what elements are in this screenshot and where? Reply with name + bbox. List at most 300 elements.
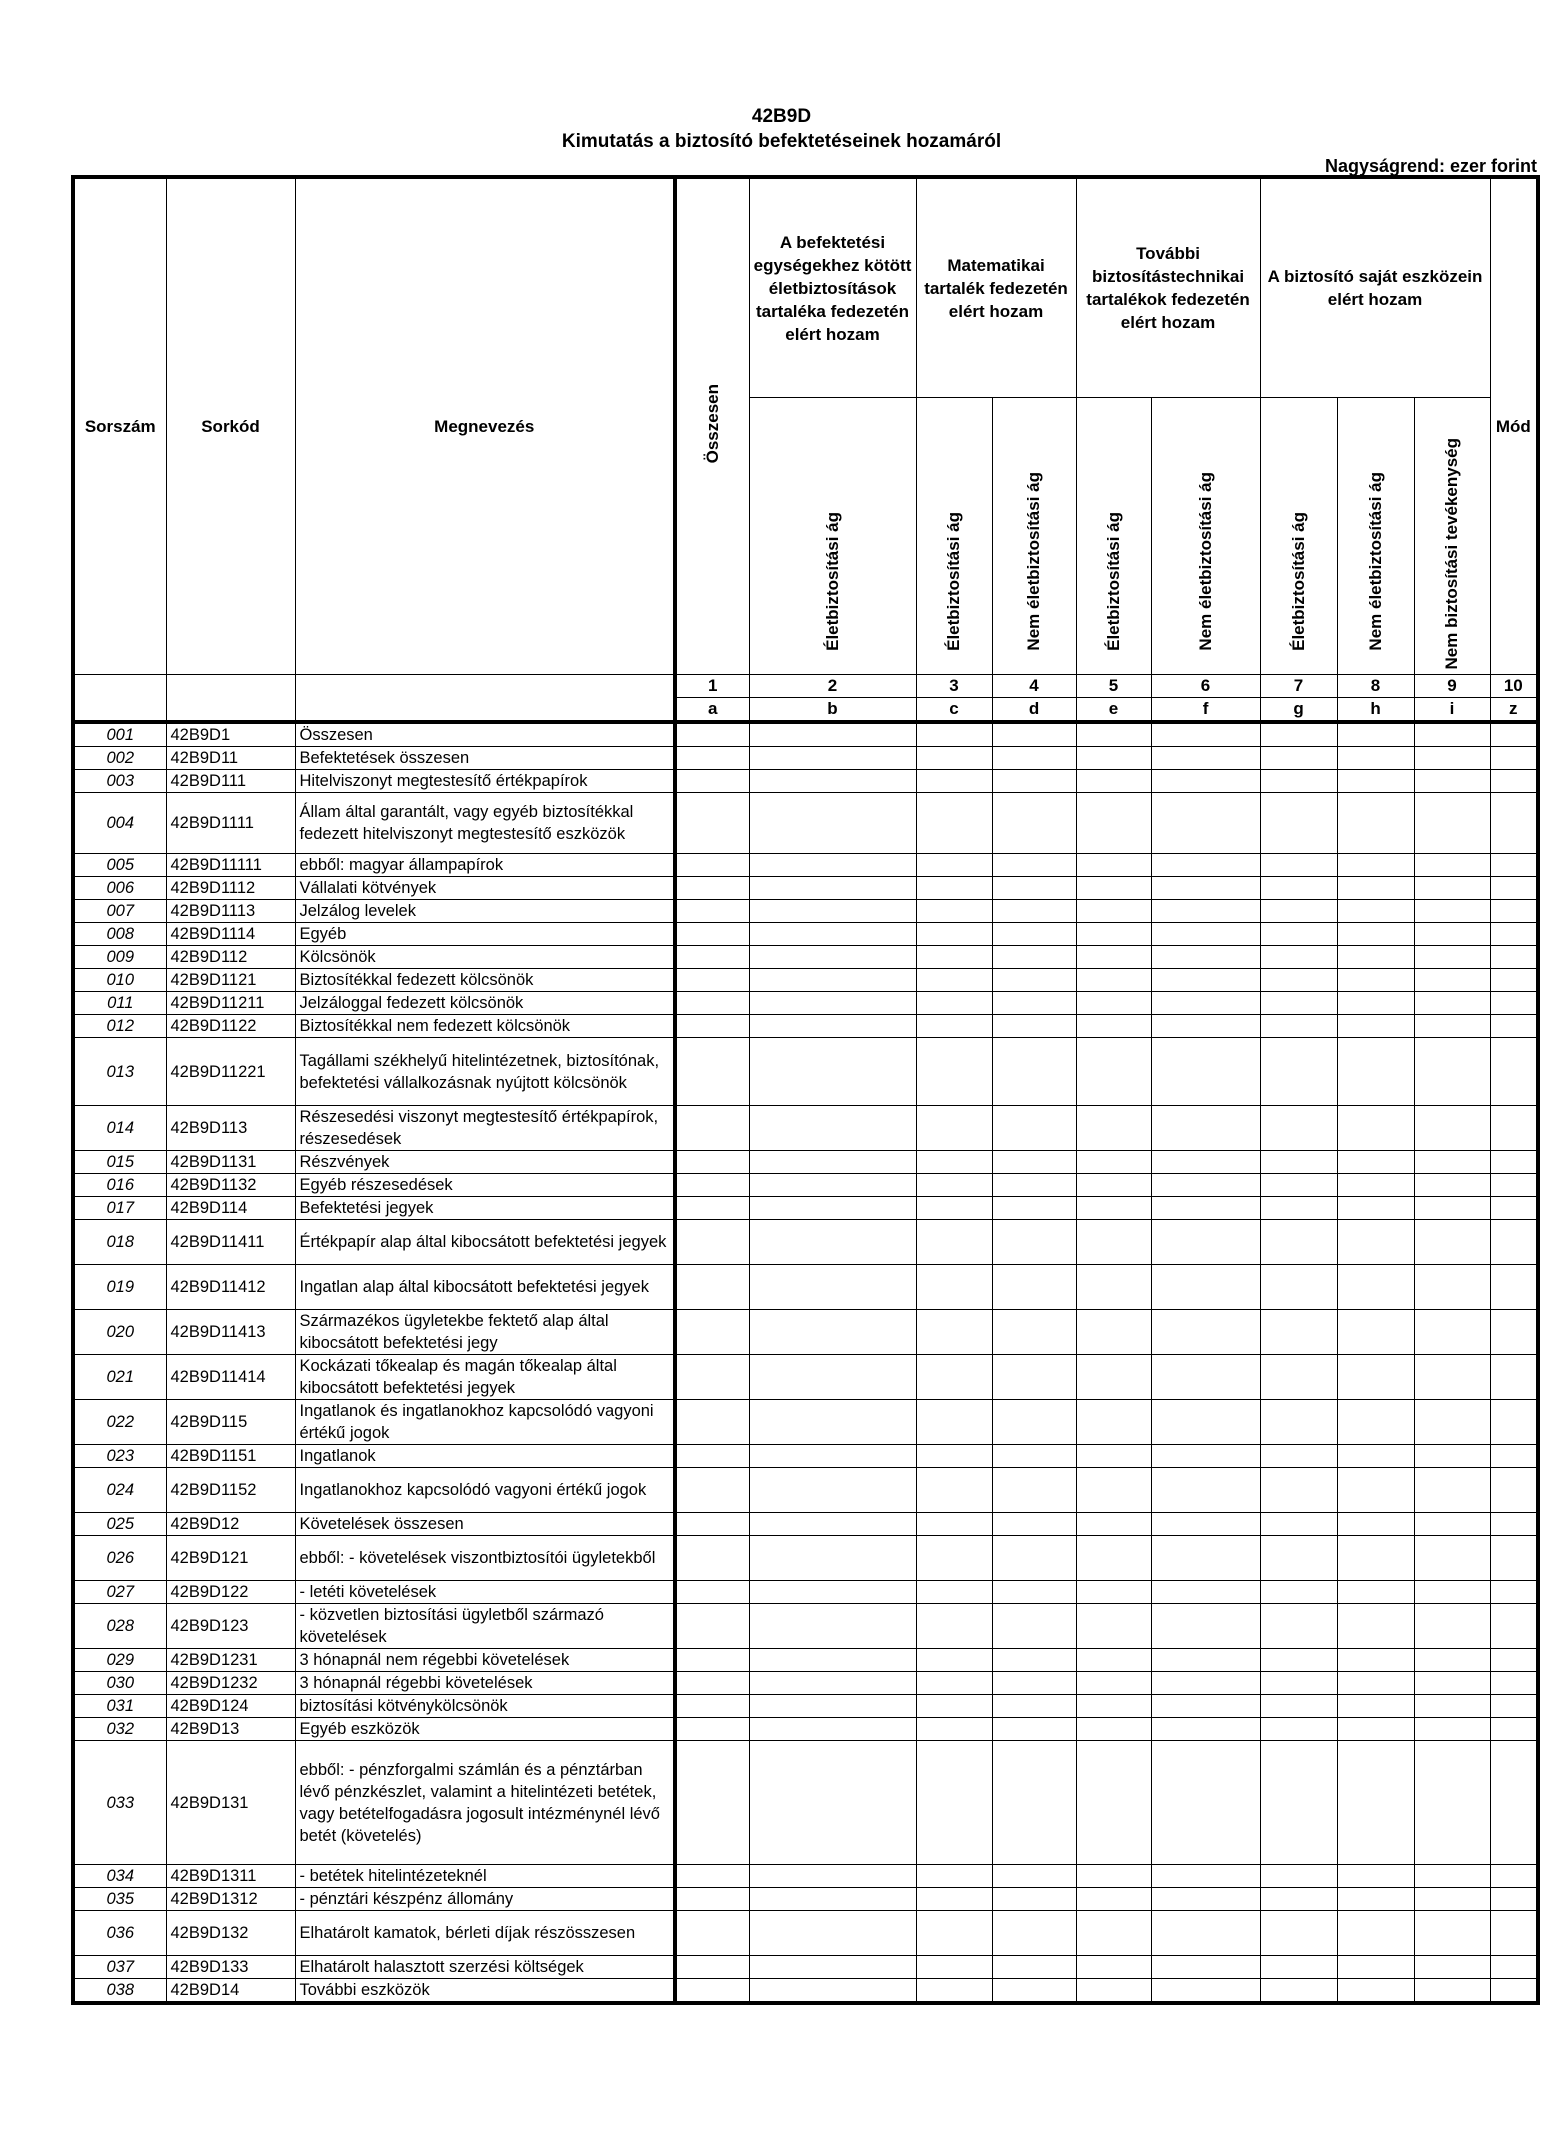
value-cell[interactable] xyxy=(1337,1865,1414,1888)
value-cell[interactable] xyxy=(675,770,749,793)
value-cell[interactable] xyxy=(992,854,1076,877)
value-cell[interactable] xyxy=(749,722,916,747)
value-cell[interactable] xyxy=(1260,1956,1337,1979)
value-cell[interactable] xyxy=(749,1355,916,1400)
value-cell[interactable] xyxy=(916,1220,992,1265)
value-cell[interactable] xyxy=(916,992,992,1015)
value-cell[interactable] xyxy=(1414,747,1490,770)
value-cell[interactable] xyxy=(675,992,749,1015)
value-cell[interactable] xyxy=(1151,1581,1260,1604)
value-cell[interactable] xyxy=(675,877,749,900)
value-cell[interactable] xyxy=(1490,1536,1538,1581)
value-cell[interactable] xyxy=(1151,1038,1260,1106)
value-cell[interactable] xyxy=(1337,1888,1414,1911)
value-cell[interactable] xyxy=(916,900,992,923)
value-cell[interactable] xyxy=(675,1400,749,1445)
value-cell[interactable] xyxy=(1151,900,1260,923)
value-cell[interactable] xyxy=(1151,1106,1260,1151)
value-cell[interactable] xyxy=(1490,1265,1538,1310)
value-cell[interactable] xyxy=(675,1604,749,1649)
value-cell[interactable] xyxy=(916,1038,992,1106)
value-cell[interactable] xyxy=(992,747,1076,770)
value-cell[interactable] xyxy=(675,1741,749,1865)
value-cell[interactable] xyxy=(1337,1672,1414,1695)
value-cell[interactable] xyxy=(1414,900,1490,923)
value-cell[interactable] xyxy=(1076,1265,1151,1310)
value-cell[interactable] xyxy=(992,1604,1076,1649)
value-cell[interactable] xyxy=(1076,969,1151,992)
value-cell[interactable] xyxy=(1490,1355,1538,1400)
value-cell[interactable] xyxy=(1337,1038,1414,1106)
value-cell[interactable] xyxy=(916,1197,992,1220)
value-cell[interactable] xyxy=(992,722,1076,747)
value-cell[interactable] xyxy=(916,1151,992,1174)
value-cell[interactable] xyxy=(675,854,749,877)
value-cell[interactable] xyxy=(1337,946,1414,969)
value-cell[interactable] xyxy=(1414,1888,1490,1911)
value-cell[interactable] xyxy=(1490,854,1538,877)
value-cell[interactable] xyxy=(1151,1956,1260,1979)
value-cell[interactable] xyxy=(1260,1151,1337,1174)
value-cell[interactable] xyxy=(1151,1151,1260,1174)
value-cell[interactable] xyxy=(992,1220,1076,1265)
value-cell[interactable] xyxy=(992,1513,1076,1536)
value-cell[interactable] xyxy=(992,1672,1076,1695)
value-cell[interactable] xyxy=(1414,1265,1490,1310)
value-cell[interactable] xyxy=(749,770,916,793)
value-cell[interactable] xyxy=(1337,1355,1414,1400)
value-cell[interactable] xyxy=(992,969,1076,992)
value-cell[interactable] xyxy=(1260,1310,1337,1355)
value-cell[interactable] xyxy=(675,1468,749,1513)
value-cell[interactable] xyxy=(916,946,992,969)
value-cell[interactable] xyxy=(675,946,749,969)
value-cell[interactable] xyxy=(1076,1741,1151,1865)
value-cell[interactable] xyxy=(1414,793,1490,854)
value-cell[interactable] xyxy=(1151,793,1260,854)
value-cell[interactable] xyxy=(1076,1445,1151,1468)
value-cell[interactable] xyxy=(749,1513,916,1536)
value-cell[interactable] xyxy=(1076,1468,1151,1513)
value-cell[interactable] xyxy=(1260,1695,1337,1718)
value-cell[interactable] xyxy=(1414,722,1490,747)
value-cell[interactable] xyxy=(916,923,992,946)
value-cell[interactable] xyxy=(749,1038,916,1106)
value-cell[interactable] xyxy=(916,1310,992,1355)
value-cell[interactable] xyxy=(1076,1038,1151,1106)
value-cell[interactable] xyxy=(992,1151,1076,1174)
value-cell[interactable] xyxy=(1414,854,1490,877)
value-cell[interactable] xyxy=(749,946,916,969)
value-cell[interactable] xyxy=(749,877,916,900)
value-cell[interactable] xyxy=(1260,1355,1337,1400)
value-cell[interactable] xyxy=(1151,1015,1260,1038)
value-cell[interactable] xyxy=(916,1888,992,1911)
value-cell[interactable] xyxy=(992,1468,1076,1513)
value-cell[interactable] xyxy=(749,1604,916,1649)
value-cell[interactable] xyxy=(1414,1038,1490,1106)
value-cell[interactable] xyxy=(916,1956,992,1979)
value-cell[interactable] xyxy=(1260,1888,1337,1911)
value-cell[interactable] xyxy=(1414,1445,1490,1468)
value-cell[interactable] xyxy=(992,1741,1076,1865)
value-cell[interactable] xyxy=(1260,877,1337,900)
value-cell[interactable] xyxy=(1414,1174,1490,1197)
value-cell[interactable] xyxy=(992,770,1076,793)
value-cell[interactable] xyxy=(1337,1445,1414,1468)
value-cell[interactable] xyxy=(1076,747,1151,770)
value-cell[interactable] xyxy=(1076,1911,1151,1956)
value-cell[interactable] xyxy=(675,1888,749,1911)
value-cell[interactable] xyxy=(1414,946,1490,969)
value-cell[interactable] xyxy=(1337,1911,1414,1956)
value-cell[interactable] xyxy=(749,1672,916,1695)
value-cell[interactable] xyxy=(1260,1911,1337,1956)
value-cell[interactable] xyxy=(749,1956,916,1979)
value-cell[interactable] xyxy=(1151,946,1260,969)
value-cell[interactable] xyxy=(1076,1197,1151,1220)
value-cell[interactable] xyxy=(1414,969,1490,992)
value-cell[interactable] xyxy=(916,877,992,900)
value-cell[interactable] xyxy=(1414,992,1490,1015)
value-cell[interactable] xyxy=(1076,1865,1151,1888)
value-cell[interactable] xyxy=(1076,1106,1151,1151)
value-cell[interactable] xyxy=(749,1865,916,1888)
value-cell[interactable] xyxy=(749,1718,916,1741)
value-cell[interactable] xyxy=(1151,1979,1260,2004)
value-cell[interactable] xyxy=(675,1015,749,1038)
value-cell[interactable] xyxy=(1490,946,1538,969)
value-cell[interactable] xyxy=(1337,1956,1414,1979)
value-cell[interactable] xyxy=(1260,1718,1337,1741)
value-cell[interactable] xyxy=(992,946,1076,969)
value-cell[interactable] xyxy=(749,1151,916,1174)
value-cell[interactable] xyxy=(992,1695,1076,1718)
value-cell[interactable] xyxy=(1490,1310,1538,1355)
value-cell[interactable] xyxy=(1337,1220,1414,1265)
value-cell[interactable] xyxy=(675,1718,749,1741)
value-cell[interactable] xyxy=(992,1038,1076,1106)
value-cell[interactable] xyxy=(675,1695,749,1718)
value-cell[interactable] xyxy=(1490,1513,1538,1536)
value-cell[interactable] xyxy=(1490,770,1538,793)
value-cell[interactable] xyxy=(1151,722,1260,747)
value-cell[interactable] xyxy=(1151,1265,1260,1310)
value-cell[interactable] xyxy=(749,1445,916,1468)
value-cell[interactable] xyxy=(1490,1956,1538,1979)
value-cell[interactable] xyxy=(1076,1151,1151,1174)
value-cell[interactable] xyxy=(1076,1220,1151,1265)
value-cell[interactable] xyxy=(916,1718,992,1741)
value-cell[interactable] xyxy=(1414,1979,1490,2004)
value-cell[interactable] xyxy=(1151,1174,1260,1197)
value-cell[interactable] xyxy=(1151,770,1260,793)
value-cell[interactable] xyxy=(1151,1197,1260,1220)
value-cell[interactable] xyxy=(675,1672,749,1695)
value-cell[interactable] xyxy=(992,1865,1076,1888)
value-cell[interactable] xyxy=(1490,1038,1538,1106)
value-cell[interactable] xyxy=(749,1220,916,1265)
value-cell[interactable] xyxy=(675,1220,749,1265)
value-cell[interactable] xyxy=(992,877,1076,900)
value-cell[interactable] xyxy=(992,1265,1076,1310)
value-cell[interactable] xyxy=(1490,1106,1538,1151)
value-cell[interactable] xyxy=(1337,1197,1414,1220)
value-cell[interactable] xyxy=(749,793,916,854)
value-cell[interactable] xyxy=(1151,1741,1260,1865)
value-cell[interactable] xyxy=(1337,1695,1414,1718)
value-cell[interactable] xyxy=(1151,1604,1260,1649)
value-cell[interactable] xyxy=(1337,1106,1414,1151)
value-cell[interactable] xyxy=(1151,969,1260,992)
value-cell[interactable] xyxy=(1490,1604,1538,1649)
value-cell[interactable] xyxy=(1337,770,1414,793)
value-cell[interactable] xyxy=(1414,1865,1490,1888)
value-cell[interactable] xyxy=(1337,1151,1414,1174)
value-cell[interactable] xyxy=(1490,1220,1538,1265)
value-cell[interactable] xyxy=(749,1400,916,1445)
value-cell[interactable] xyxy=(1337,1649,1414,1672)
value-cell[interactable] xyxy=(1414,1400,1490,1445)
value-cell[interactable] xyxy=(1260,1979,1337,2004)
value-cell[interactable] xyxy=(675,1581,749,1604)
value-cell[interactable] xyxy=(1260,923,1337,946)
value-cell[interactable] xyxy=(1151,747,1260,770)
value-cell[interactable] xyxy=(1260,1581,1337,1604)
value-cell[interactable] xyxy=(1490,900,1538,923)
value-cell[interactable] xyxy=(992,1581,1076,1604)
value-cell[interactable] xyxy=(1260,900,1337,923)
value-cell[interactable] xyxy=(916,1265,992,1310)
value-cell[interactable] xyxy=(1337,1174,1414,1197)
value-cell[interactable] xyxy=(1260,747,1337,770)
value-cell[interactable] xyxy=(1490,1888,1538,1911)
value-cell[interactable] xyxy=(675,1265,749,1310)
value-cell[interactable] xyxy=(916,1741,992,1865)
value-cell[interactable] xyxy=(1414,1741,1490,1865)
value-cell[interactable] xyxy=(1076,1956,1151,1979)
value-cell[interactable] xyxy=(916,1400,992,1445)
value-cell[interactable] xyxy=(992,1718,1076,1741)
value-cell[interactable] xyxy=(1337,854,1414,877)
value-cell[interactable] xyxy=(1076,1604,1151,1649)
value-cell[interactable] xyxy=(1260,946,1337,969)
value-cell[interactable] xyxy=(916,1649,992,1672)
value-cell[interactable] xyxy=(749,1979,916,2004)
value-cell[interactable] xyxy=(1414,1151,1490,1174)
value-cell[interactable] xyxy=(1490,1979,1538,2004)
value-cell[interactable] xyxy=(1151,1718,1260,1741)
value-cell[interactable] xyxy=(1076,1979,1151,2004)
value-cell[interactable] xyxy=(675,1445,749,1468)
value-cell[interactable] xyxy=(1260,1649,1337,1672)
value-cell[interactable] xyxy=(992,1956,1076,1979)
value-cell[interactable] xyxy=(916,1015,992,1038)
value-cell[interactable] xyxy=(1414,1015,1490,1038)
value-cell[interactable] xyxy=(675,923,749,946)
value-cell[interactable] xyxy=(1414,1536,1490,1581)
value-cell[interactable] xyxy=(1260,1265,1337,1310)
value-cell[interactable] xyxy=(749,1888,916,1911)
value-cell[interactable] xyxy=(1337,793,1414,854)
value-cell[interactable] xyxy=(1490,1741,1538,1865)
value-cell[interactable] xyxy=(1337,992,1414,1015)
value-cell[interactable] xyxy=(675,1513,749,1536)
value-cell[interactable] xyxy=(1414,1911,1490,1956)
value-cell[interactable] xyxy=(675,1310,749,1355)
value-cell[interactable] xyxy=(992,1911,1076,1956)
value-cell[interactable] xyxy=(1151,992,1260,1015)
value-cell[interactable] xyxy=(916,1911,992,1956)
value-cell[interactable] xyxy=(675,793,749,854)
value-cell[interactable] xyxy=(749,854,916,877)
value-cell[interactable] xyxy=(916,1604,992,1649)
value-cell[interactable] xyxy=(1260,1604,1337,1649)
value-cell[interactable] xyxy=(916,793,992,854)
value-cell[interactable] xyxy=(1151,1672,1260,1695)
value-cell[interactable] xyxy=(916,1581,992,1604)
value-cell[interactable] xyxy=(1337,877,1414,900)
value-cell[interactable] xyxy=(749,923,916,946)
value-cell[interactable] xyxy=(1490,1445,1538,1468)
value-cell[interactable] xyxy=(916,1174,992,1197)
value-cell[interactable] xyxy=(1260,770,1337,793)
value-cell[interactable] xyxy=(992,1445,1076,1468)
value-cell[interactable] xyxy=(1076,923,1151,946)
value-cell[interactable] xyxy=(1076,1513,1151,1536)
value-cell[interactable] xyxy=(1414,1649,1490,1672)
value-cell[interactable] xyxy=(1337,1979,1414,2004)
value-cell[interactable] xyxy=(1260,1672,1337,1695)
value-cell[interactable] xyxy=(1490,1174,1538,1197)
value-cell[interactable] xyxy=(992,1015,1076,1038)
value-cell[interactable] xyxy=(1076,1400,1151,1445)
value-cell[interactable] xyxy=(1151,1865,1260,1888)
value-cell[interactable] xyxy=(1076,992,1151,1015)
value-cell[interactable] xyxy=(1151,1445,1260,1468)
value-cell[interactable] xyxy=(1414,1310,1490,1355)
value-cell[interactable] xyxy=(675,1649,749,1672)
value-cell[interactable] xyxy=(1076,1015,1151,1038)
value-cell[interactable] xyxy=(675,1536,749,1581)
value-cell[interactable] xyxy=(1490,722,1538,747)
value-cell[interactable] xyxy=(749,992,916,1015)
value-cell[interactable] xyxy=(1414,923,1490,946)
value-cell[interactable] xyxy=(1337,747,1414,770)
value-cell[interactable] xyxy=(1337,900,1414,923)
value-cell[interactable] xyxy=(749,1911,916,1956)
value-cell[interactable] xyxy=(675,1151,749,1174)
value-cell[interactable] xyxy=(1151,1513,1260,1536)
value-cell[interactable] xyxy=(1414,1468,1490,1513)
value-cell[interactable] xyxy=(1076,1355,1151,1400)
value-cell[interactable] xyxy=(1076,770,1151,793)
value-cell[interactable] xyxy=(1337,923,1414,946)
value-cell[interactable] xyxy=(749,1174,916,1197)
value-cell[interactable] xyxy=(916,1513,992,1536)
value-cell[interactable] xyxy=(1151,1400,1260,1445)
value-cell[interactable] xyxy=(749,1468,916,1513)
value-cell[interactable] xyxy=(675,747,749,770)
value-cell[interactable] xyxy=(1260,1015,1337,1038)
value-cell[interactable] xyxy=(675,969,749,992)
value-cell[interactable] xyxy=(749,900,916,923)
value-cell[interactable] xyxy=(916,722,992,747)
value-cell[interactable] xyxy=(1076,1536,1151,1581)
value-cell[interactable] xyxy=(1490,793,1538,854)
value-cell[interactable] xyxy=(1260,969,1337,992)
value-cell[interactable] xyxy=(1260,1220,1337,1265)
value-cell[interactable] xyxy=(1076,854,1151,877)
value-cell[interactable] xyxy=(992,1174,1076,1197)
value-cell[interactable] xyxy=(1076,877,1151,900)
value-cell[interactable] xyxy=(1490,1015,1538,1038)
value-cell[interactable] xyxy=(675,1174,749,1197)
value-cell[interactable] xyxy=(1490,747,1538,770)
value-cell[interactable] xyxy=(992,1979,1076,2004)
value-cell[interactable] xyxy=(1490,1865,1538,1888)
value-cell[interactable] xyxy=(749,1106,916,1151)
value-cell[interactable] xyxy=(1151,1468,1260,1513)
value-cell[interactable] xyxy=(916,1865,992,1888)
value-cell[interactable] xyxy=(1260,992,1337,1015)
value-cell[interactable] xyxy=(675,1956,749,1979)
value-cell[interactable] xyxy=(1414,1355,1490,1400)
value-cell[interactable] xyxy=(1151,1220,1260,1265)
value-cell[interactable] xyxy=(749,1265,916,1310)
value-cell[interactable] xyxy=(1490,1581,1538,1604)
value-cell[interactable] xyxy=(1337,1741,1414,1865)
value-cell[interactable] xyxy=(1260,1174,1337,1197)
value-cell[interactable] xyxy=(1414,1106,1490,1151)
value-cell[interactable] xyxy=(916,1106,992,1151)
value-cell[interactable] xyxy=(1414,1604,1490,1649)
value-cell[interactable] xyxy=(675,900,749,923)
value-cell[interactable] xyxy=(1151,1310,1260,1355)
value-cell[interactable] xyxy=(675,1355,749,1400)
value-cell[interactable] xyxy=(1076,1718,1151,1741)
value-cell[interactable] xyxy=(675,1106,749,1151)
value-cell[interactable] xyxy=(1414,1672,1490,1695)
value-cell[interactable] xyxy=(1076,1649,1151,1672)
value-cell[interactable] xyxy=(1260,1741,1337,1865)
value-cell[interactable] xyxy=(1076,1174,1151,1197)
value-cell[interactable] xyxy=(675,1865,749,1888)
value-cell[interactable] xyxy=(992,1197,1076,1220)
value-cell[interactable] xyxy=(1337,1581,1414,1604)
value-cell[interactable] xyxy=(749,1649,916,1672)
value-cell[interactable] xyxy=(916,969,992,992)
value-cell[interactable] xyxy=(1076,946,1151,969)
value-cell[interactable] xyxy=(1337,1265,1414,1310)
value-cell[interactable] xyxy=(675,1197,749,1220)
value-cell[interactable] xyxy=(916,1445,992,1468)
value-cell[interactable] xyxy=(1414,1197,1490,1220)
value-cell[interactable] xyxy=(749,969,916,992)
value-cell[interactable] xyxy=(1414,770,1490,793)
value-cell[interactable] xyxy=(1337,1310,1414,1355)
value-cell[interactable] xyxy=(1260,793,1337,854)
value-cell[interactable] xyxy=(1490,1695,1538,1718)
value-cell[interactable] xyxy=(749,747,916,770)
value-cell[interactable] xyxy=(1490,877,1538,900)
value-cell[interactable] xyxy=(1337,1513,1414,1536)
value-cell[interactable] xyxy=(1414,877,1490,900)
value-cell[interactable] xyxy=(1337,1468,1414,1513)
value-cell[interactable] xyxy=(1151,854,1260,877)
value-cell[interactable] xyxy=(916,770,992,793)
value-cell[interactable] xyxy=(992,1400,1076,1445)
